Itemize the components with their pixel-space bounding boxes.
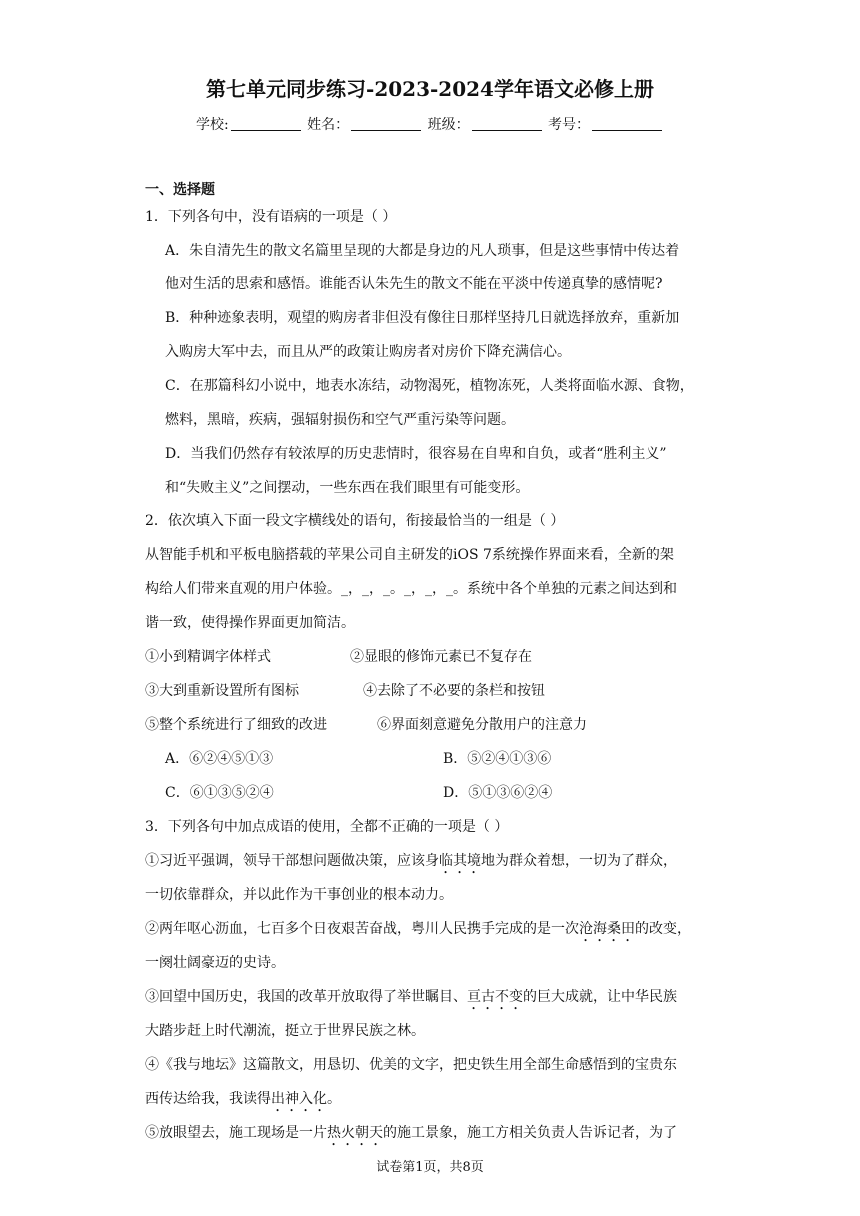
q3-sentence2-line2: 一阕壮阔豪迈的史诗。 (145, 955, 285, 971)
q2-option-a: A．⑥②④⑤①③ (165, 751, 274, 767)
q2-item-6: ⑥界面刻意避免分散用户的注意力 (377, 717, 587, 733)
q3-s2-text-post: 的改变， (635, 921, 691, 937)
q3-s4-text-pre: 西传达给我，我读得 (145, 1091, 271, 1107)
q3-sentence1-line1 (145, 851, 677, 877)
q3-s1-dotted-idiom: 临其境 (439, 853, 481, 869)
q2-item-1: ①小到精调字体样式 (145, 649, 271, 665)
q3-s4-dotted-idiom: 出神入化 (271, 1091, 327, 1107)
q1-option-d-line2: 和“失败主义”之间摆动，一些东西在我们眼里有可能变形。 (165, 480, 530, 496)
q2-item-5: ⑤整个系统进行了细致的改进 (145, 717, 327, 733)
q3-s4-text-post: 。 (327, 1091, 341, 1107)
exam-no-blank (592, 116, 662, 131)
q1-option-b-line2: 入购房大军中去，而且从严的政策让购房者对房价下降充满信心。 (165, 344, 571, 360)
q3-sentence4-line2 (145, 1089, 341, 1115)
q1-stem: 1．下列各句中，没有语病的一项是（ ） (145, 209, 397, 225)
q3-stem: 3．下列各句中加点成语的使用，全都不正确的一项是（ ） (145, 819, 509, 835)
q1-option-c-line2: 燃料，黑暗，疾病，强辐射损伤和空气严重污染等问题。 (165, 412, 515, 428)
q3-s5-text-pre: ⑤放眼望去，施工现场是一片 (145, 1125, 327, 1141)
q2-passage-line3: 谐一致，使得操作界面更加简洁。 (145, 615, 355, 631)
name-blank (351, 116, 421, 131)
document-title: 第七单元同步练习-2023-2024学年语文必修上册 (206, 77, 654, 101)
q3-s5-dotted-idiom: 热火朝天 (327, 1125, 383, 1141)
q2-item-2: ②显眼的修饰元素已不复存在 (350, 649, 532, 665)
q2-stem: 2．依次填入下面一段文字横线处的语句，衔接最恰当的一组是（ ） (145, 513, 565, 529)
q3-sentence1-line2: 一切依靠群众，并以此作为干事创业的根本动力。 (145, 887, 453, 903)
school-blank (231, 116, 301, 131)
student-info-line (0, 114, 860, 134)
q2-item-4: ④去除了不必要的条栏和按钮 (363, 683, 545, 699)
q3-s1-text-post: 地为群众着想，一切为了群众， (481, 853, 677, 869)
q3-s5-text-post: 的施工景象，施工方相关负责人告诉记者，为了 (383, 1125, 677, 1141)
q2-passage-line1: 从智能手机和平板电脑搭载的苹果公司自主研发的iOS 7系统操作界面来看，全新的架 (145, 547, 674, 563)
exam-no-label: 考号： (548, 117, 591, 133)
q3-s2-text-pre: ②两年呕心沥血，七百多个日夜艰苦奋战，粤川人民携手完成的是一次 (145, 921, 579, 937)
q3-s3-text-post: 的巨大成就，让中华民族 (523, 989, 677, 1005)
q3-s1-text-pre: ①习近平强调，领导干部想问题做决策，应该身 (145, 853, 439, 869)
q3-sentence4-line1: ④《我与地坛》这篇散文，用恳切、优美的文字，把史铁生用全部生命感悟到的宝贵东 (145, 1057, 677, 1073)
q3-sentence5-line1 (145, 1123, 677, 1149)
q3-sentence3-line2: 大踏步赶上时代潮流，挺立于世界民族之林。 (145, 1023, 425, 1039)
q3-sentence3-line1 (145, 987, 677, 1013)
q2-passage-line2: 构给人们带来直观的用户体验。_，_，_。_，_，_。系统中各个单独的元素之间达到和 (145, 581, 677, 597)
q1-option-a-line2: 他对生活的思索和感悟。谁能否认朱先生的散文不能在平淡中传递真挚的感情呢? (165, 276, 663, 292)
q2-option-b: B．⑤②④①③⑥ (443, 751, 552, 767)
q3-sentence2-line1 (145, 919, 691, 945)
class-label: 班级： (427, 117, 470, 133)
page-footer: 试卷第1页，共8页 (376, 1160, 484, 1175)
q1-option-c-line1: C．在那篇科幻小说中，地表水冻结，动物渴死，植物冻死，人类将面临水源、食物， (165, 378, 694, 394)
q3-s3-dotted-idiom: 亘古不变 (467, 989, 523, 1005)
q3-s3-text-pre: ③回望中国历史，我国的改革开放取得了举世瞩目、 (145, 989, 467, 1005)
q2-option-d: D．⑤①③⑥②④ (443, 785, 553, 801)
q3-s2-dotted-idiom: 沧海桑田 (579, 921, 635, 937)
q2-item-3: ③大到重新设置所有图标 (145, 683, 299, 699)
q1-option-a-line1: A．朱自清先生的散文名篇里呈现的大都是身边的凡人琐事，但是这些事情中传达着 (165, 243, 680, 259)
q2-option-c: C．⑥①③⑤②④ (165, 785, 274, 801)
section-heading: 一、选择题 (145, 182, 215, 198)
q1-option-d-line1: D．当我们仍然存有较浓厚的历史悲情时，很容易在自卑和自负，或者“胜利主义” (165, 446, 667, 462)
q1-option-b-line1: B．种种迹象表明，观望的购房者非但没有像往日那样坚持几日就选择放弃，重新加 (165, 310, 680, 326)
name-label: 姓名： (307, 117, 350, 133)
class-blank (472, 116, 542, 131)
school-label: 学校: (195, 117, 229, 133)
